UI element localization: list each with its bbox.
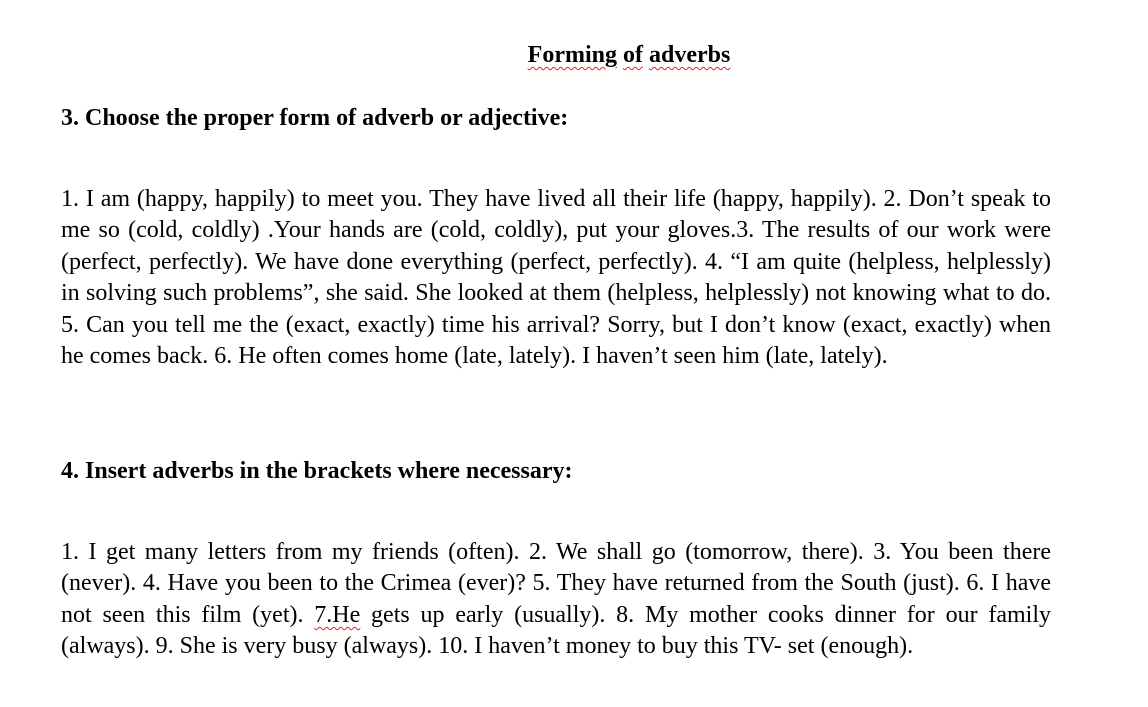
document-title xyxy=(0,40,1148,70)
task-3-exercise-text: 1. I am (happy, happily) to meet you. They have lived all their life (happy, happily). 2. Don’t speak to me so (cold, coldly) .Your hands are (cold, coldly), put your gloves.3. The results of our work were (perfect, perfectly). We have done everything (perfect, perfectly). 4. “I am quite (helpless, helplessly) in solving such problems”, she said. She looked at them (helpless, helplessly) not knowing what to do. 5. Can you tell me the (exact, exactly) time his arrival? Sorry, but I don’t know (exact, exactly) when he comes back. 6. He often comes home (late, lately). I haven’t seen him (late, lately). xyxy=(61,186,1051,370)
title-word: Forming xyxy=(527,42,617,68)
spellcheck-marked-word: 7.He xyxy=(314,601,361,628)
task-4-text-part: 1. I get many letters from my friends (often). 2. We shall go (tomorrow, there). 3. You been there (never). 4. Have you been to the Crimea (ever)? 5. They have returned from the South (just). 6. I have not seen this film (yet). xyxy=(61,539,1051,628)
task-3-heading: 3. Choose the proper form of adverb or adjective: xyxy=(61,105,569,131)
task-4-heading: 4. Insert adverbs in the brackets where necessary: xyxy=(61,458,573,484)
title-word: of xyxy=(622,42,643,68)
task-4-text-part: gets up early (usually). 8. My mother cooks dinner for our family (always). 9. She is very busy (always). 10. I haven’t money to buy this TV- set (enough). xyxy=(61,601,1052,660)
title-word: adverbs xyxy=(648,42,731,68)
task-4-exercise-text xyxy=(61,537,1051,663)
